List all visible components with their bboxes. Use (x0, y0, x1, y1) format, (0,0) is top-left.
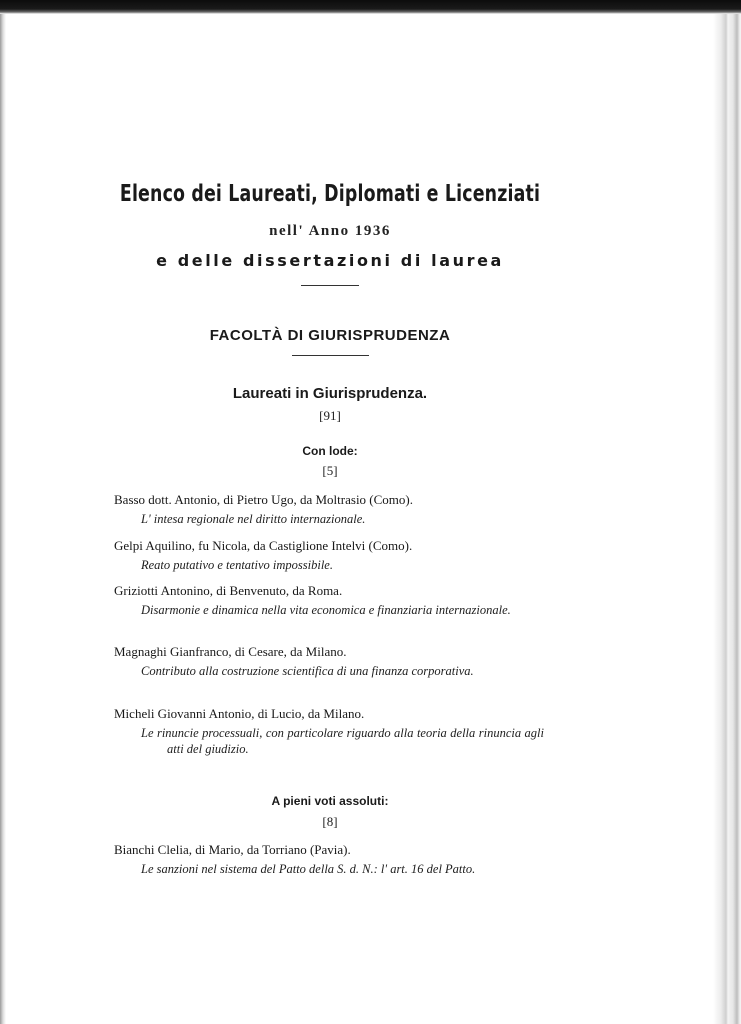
page-title: Elenco dei Laureati, Diplomati e Licenziati (119, 181, 541, 207)
graduate-name: Basso dott. Antonio, di Pietro Ugo, da Moltrasio (Como). (114, 492, 413, 507)
year-subtitle: nell' Anno 1936 (269, 223, 391, 239)
thesis-title: Le rinuncie processuali, con particolare riguardo alla teoria della rinuncia agli atti del giudizio. (141, 726, 544, 756)
dissertations-subtitle: e delle dissertazioni di laurea (156, 251, 504, 270)
scan-top-border (0, 0, 741, 14)
list-item (114, 706, 544, 757)
list-item (114, 644, 544, 679)
list-item (114, 583, 544, 618)
thesis-title: Reato putativo e tentativo impossibile. (141, 558, 333, 572)
group-count-con-lode: [5] (322, 463, 338, 478)
graduate-name: Bianchi Clelia, di Mario, da Torriano (Pavia). (114, 842, 351, 857)
list-item (114, 492, 544, 527)
thesis-title: Le sanzioni nel sistema del Patto della S. d. N.: l' art. 16 del Patto. (141, 862, 476, 876)
faculty-heading: FACOLTÀ DI GIURISPRUDENZA (209, 327, 451, 344)
list-item (114, 538, 544, 573)
graduate-name: Micheli Giovanni Antonio, di Lucio, da Milano. (114, 706, 365, 721)
group-heading-con-lode: Con lode: (302, 444, 358, 458)
faculty-divider (292, 355, 369, 356)
graduate-name: Gelpi Aquilino, fu Nicola, da Castiglione Intelvi (Como). (114, 538, 413, 553)
group-heading-pieni-voti: A pieni voti assoluti: (271, 794, 389, 808)
thesis-title: Disarmonie e dinamica nella vita economica e finanziaria internazionale. (141, 603, 511, 617)
section-heading: Laureati in Giurisprudenza. (232, 385, 428, 402)
title-divider (301, 285, 359, 286)
section-count: [91] (319, 408, 341, 423)
scan-right-edge (713, 14, 741, 1024)
scan-left-edge (0, 14, 6, 1024)
group-count-pieni-voti: [8] (322, 814, 338, 829)
graduate-name: Griziotti Antonino, di Benvenuto, da Roma. (114, 583, 343, 598)
graduate-name: Magnaghi Gianfranco, di Cesare, da Milano. (114, 644, 347, 659)
thesis-title: Contributo alla costruzione scientifica di una finanza corporativa. (141, 664, 474, 678)
thesis-title: L' intesa regionale nel diritto internazionale. (141, 512, 366, 526)
list-item (114, 842, 544, 877)
